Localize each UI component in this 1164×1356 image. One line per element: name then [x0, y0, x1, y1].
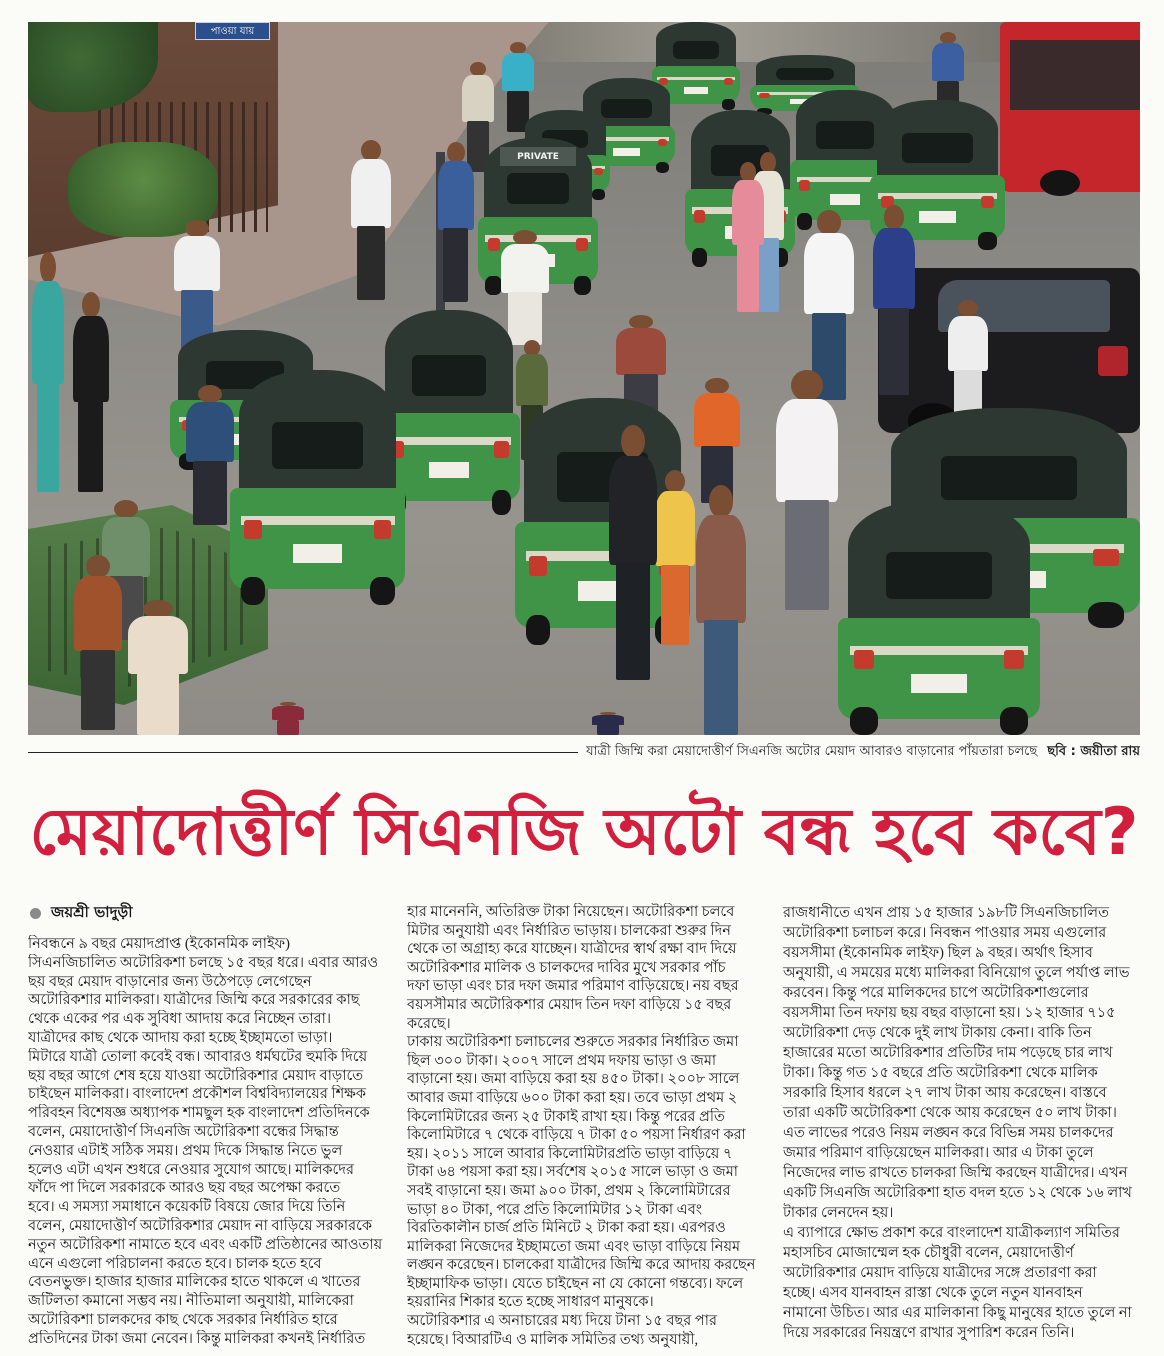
cng-stripe	[387, 437, 512, 445]
pedestrian-legs	[137, 673, 179, 735]
pedestrian-head	[82, 292, 100, 318]
cng-rear-window	[272, 422, 363, 469]
text-line: এ ব্যাপারে ক্ষোভ প্রকাশ করে বাংলাদেশ যাত্রীকল্যাণ সমিতির	[783, 1225, 1120, 1241]
text-line: মিটারে যাত্রী তোলা কবেই বন্ধ। আবারও ধর্মঘটের হুমকি দিয়ে	[28, 1048, 368, 1065]
pedestrian-head	[884, 205, 905, 230]
pedestrian	[868, 205, 920, 395]
column-3	[783, 903, 1140, 1343]
pedestrian-head	[143, 600, 173, 618]
pedestrian-torso	[932, 43, 964, 82]
news-photo	[28, 22, 1140, 735]
text-line: টাকা। কিন্তু গত ১৫ বছরে প্রতি অটোরিকশা থেকে মালিক	[783, 1065, 1098, 1081]
text-line: হয়রানির শিকার হতে হচ্ছে সাধারণ মানুষকে।	[407, 1294, 654, 1311]
pedestrian-torso	[174, 236, 220, 292]
cng-wheel	[241, 577, 266, 605]
text-line: অনুযায়ী, এ সময়ের মধ্যে মালিকরা বিনিয়োগ তুলে পর্যাপ্ত লাভ	[783, 965, 1130, 981]
cng-rear-window	[941, 456, 1077, 500]
text-line: থেকে একের পর এক সুবিধা আদায় করে নিচ্ছেন তারা।	[28, 1011, 332, 1028]
text-line: কিলোমিটারে ৭ থেকে বাড়িয়ে ৭ টাকা ৫০ পয়সা নির্ধারণ করা	[407, 1127, 746, 1144]
pedestrian-torso	[128, 616, 188, 674]
text-line: যাত্রীদের কাছ থেকে আদায় করা হচ্ছে ইচ্ছামতো ভাড়া।	[28, 1029, 333, 1046]
cng-tail-light	[494, 441, 508, 457]
text-line: অটোরিকশা দেড় থেকে দুই লাখ টাকায় কেনা। বাকি তিন	[783, 1025, 1092, 1041]
cng-tail-light	[1093, 549, 1119, 567]
bus-wheel	[1040, 170, 1080, 196]
text-line: নতুন অটোরিকশা নামাতে হবে এবং একটি প্রতিষ্ঠানের আওতায়	[28, 1236, 383, 1253]
pedestrian-head	[524, 340, 540, 356]
text-line: থেকে তা অগ্রাহ্য করে যাচ্ছেন। যাত্রীদের স্বার্থ রক্ষা বাদ দিয়ে	[407, 941, 737, 958]
pedestrian-torso	[74, 576, 122, 651]
cng-tail-light	[576, 238, 588, 251]
pedestrian-torso	[438, 161, 474, 230]
pedestrian-torso	[73, 316, 109, 402]
pedestrian	[433, 142, 478, 302]
pedestrian-head	[621, 425, 645, 458]
text-line: অটোরিকশার মেয়াদ বাড়িয়ে যাত্রীদের সঙ্গে প্রতারণা করা	[783, 1265, 1097, 1281]
column-1	[28, 935, 402, 1349]
pedestrian-torso	[804, 233, 854, 315]
text-line: ছয় বছর মেয়াদ বাড়ানোর জন্য উঠেপড়ে লেগেছেন	[28, 973, 312, 990]
cng-tail-light	[374, 520, 392, 539]
text-line: ছয় বছর আগে শেষ হয়ে যাওয়া অটোরিকশার মেয়াদ বাড়াতে	[28, 1067, 364, 1084]
shop-sign: পাওয়া যায়	[195, 22, 270, 40]
cng-tail-light	[799, 180, 810, 191]
text-line: একটি সিএনজি অটোরিকশা হাত বদল হতে ১২ থেকে ১৬ লাখ	[783, 1185, 1132, 1201]
cng-rear-window	[886, 552, 991, 599]
cng-tail-light	[724, 78, 733, 85]
pedestrian-head	[510, 42, 526, 54]
cng-tail-light	[854, 650, 874, 669]
pedestrian-legs	[277, 720, 299, 735]
paragraph	[407, 1033, 771, 1312]
cng-number-plate	[911, 674, 968, 693]
pedestrian-legs	[78, 400, 103, 492]
text-line: সবই বাড়ানো হয়। জমা ৯০০ টাকা, প্রথম ২ কিলোমিটারের	[407, 1182, 731, 1199]
text-line: নিবন্ধনে ৯ বছর মেয়াদপ্রাপ্ত (ইকোনমিক লাইফ)	[28, 936, 290, 952]
pedestrian-torso	[592, 715, 624, 725]
cng-wheel	[692, 248, 707, 267]
pedestrian-legs	[357, 226, 385, 300]
cng-wheel	[850, 707, 878, 735]
cng-autorickshaw	[230, 370, 405, 605]
text-line: ইচ্ছামাফিক ভাড়া। যেতে চাইছেন না যে কোনো গন্তব্যে। ফলে	[407, 1275, 744, 1292]
byline	[30, 902, 400, 924]
pedestrian-torso	[873, 228, 915, 310]
text-line: ছিল ৩০০ টাকা। ২০০৭ সালে প্রথম দফায় ভাড়া ও জমা	[407, 1052, 717, 1069]
pedestrian-head	[513, 230, 537, 245]
paragraph	[783, 903, 1140, 1223]
pedestrian-torso	[32, 281, 64, 384]
text-line: সরকারি হিসাব ধরলে ২৭ লাখ টাকা আয় করেছেন। বাস্তবে	[783, 1085, 1107, 1101]
pedestrian-torso	[616, 328, 666, 375]
cng-wheel	[722, 99, 734, 110]
text-line: ঢাকায় অটোরিকশা চলাচলের শুরুতে সরকার নির্ধারিত জমা	[407, 1034, 739, 1051]
paragraph	[783, 1223, 1140, 1343]
text-line: মিটার অনুযায়ী এবং নির্ধারিত ভাড়ায়। চালকেরা শুরুর দিন	[407, 922, 731, 939]
pedestrian-head	[665, 470, 685, 493]
text-line: টাকা ৬৪ পয়সা করা হয়। সর্বশেষ ২০১৫ সালে ভাড়া ও জমা	[407, 1164, 738, 1181]
pedestrian	[268, 702, 308, 735]
text-line: বয়সসীমা তিন দফায় ছয় বছর বাড়ানো হয়। ১২ হাজার ৭১৫	[783, 1005, 1116, 1021]
cng-tail-light	[529, 556, 547, 576]
cng-number-plate	[919, 211, 957, 223]
cng-number-plate	[684, 87, 709, 94]
caption-rule	[28, 752, 578, 753]
cng-wheel	[370, 577, 395, 605]
text-line: ভাড়া ৪০ টাকা, পরে প্রতি কিলোমিটার ১২ টাকা এবং	[407, 1201, 703, 1218]
red-bus	[1000, 22, 1140, 192]
pedestrian-torso	[351, 159, 391, 228]
pedestrian	[603, 425, 663, 680]
cng-wheel	[574, 276, 591, 295]
pedestrian-head	[940, 32, 956, 44]
pedestrian-legs	[193, 461, 227, 525]
paragraph	[407, 1312, 771, 1349]
pedestrian-torso	[696, 515, 746, 623]
text-line: অটোরিকশা চালকদের কাছ থেকে সরকার নির্ধারিত হারে	[28, 1311, 338, 1328]
paragraph	[407, 903, 771, 1033]
text-line: নেওয়ার এটাই সঠিক সময়। প্রথম দিকে সিদ্ধান্ত নিতে ভুল	[28, 1142, 343, 1159]
text-line: বলেন, মেয়াদোত্তীর্ণ অটোরিকশার মেয়াদ না বাড়িয়ে সরকারকে	[28, 1217, 373, 1234]
text-line: হলেও এটা এখন শুধরে নেওয়ার সুযোগ আছে। মালিকদের	[28, 1161, 354, 1178]
pedestrian	[28, 252, 68, 492]
text-line: এত লাভের পরেও নিয়ম লঙ্ঘন করে বিভিন্ন সময় চালকদের	[783, 1125, 1114, 1141]
text-line: হয়। ২০১১ সালে আবার কিলোমিটারপ্রতি ভাড়া বাড়িয়ে ৭	[407, 1145, 733, 1162]
cng-tail-light	[244, 520, 262, 539]
pedestrian-head	[791, 370, 822, 401]
text-line: অটোরিকশার মালিক ও চালকদের দাবির মুখে সরকার পাঁচ	[407, 959, 726, 976]
author-name: জয়শ্রী ভাদুড়ী	[51, 902, 133, 921]
text-line: লঙ্ঘন করেছেন। চালকেরা যাত্রীদের জিম্মি করে আদায় করছেন	[407, 1257, 756, 1274]
text-line: বিরতিকালীন চার্জ প্রতি মিনিটে ২ টাকা করা হয়। এরপরও	[407, 1220, 726, 1237]
text-line: করেছে।	[407, 1015, 451, 1032]
pedestrian	[346, 140, 396, 300]
pedestrian-legs	[785, 500, 829, 610]
text-line: অটোরিকশার এ অনাচারের মধ্য দিয়ে টানা ১৫ বছর পার	[407, 1313, 717, 1330]
text-line: সিএনজিচালিত অটোরিকশা চলছে ১৫ বছর ধরে। এবার আরও	[28, 954, 379, 971]
text-line: বয়সসীমার অটোরিকশার মেয়াদ তিন দফা বাড়িয়ে ১৫ বছর	[407, 996, 732, 1013]
text-line: মালিকরা নিজেদের ইচ্ছামতো জমা এবং ভাড়া বাড়িয়ে নিয়ম	[407, 1238, 741, 1255]
pedestrian	[120, 600, 195, 735]
paragraph	[28, 935, 402, 1349]
cng-number-plate	[429, 462, 469, 478]
pedestrian-legs	[879, 308, 908, 395]
pedestrian-head	[709, 485, 734, 518]
cng-wheel	[526, 615, 551, 645]
pedestrian	[690, 485, 752, 735]
photo-caption	[586, 742, 1140, 763]
pedestrian-legs	[443, 228, 468, 302]
pedestrian-head	[817, 210, 842, 235]
text-line: হয়েছে। বিআরটিএ ও মালিক সমিতির তথ্য অনুযায়ী,	[407, 1331, 699, 1348]
text-line: দফা ভাড়া এবং চার দফা জমার পরিমাণ বাড়িয়েছে। নয় বছর	[407, 978, 739, 995]
cng-wheel	[1088, 602, 1125, 628]
pedestrian-torso	[776, 399, 838, 502]
pedestrian	[68, 292, 113, 492]
cng-number-plate	[830, 194, 861, 205]
pedestrian-torso	[609, 456, 657, 566]
text-line: জমার পরিমাণ বাড়িয়েছেন মালিকরা। আর এ টাকা তুলে	[783, 1145, 1094, 1161]
text-line: এনে এগুলো পরিচালনা করতে হবে। চালক হতে হবে	[28, 1255, 322, 1272]
text-line: দিয়ে সরকারের নিয়ন্ত্রণে রাখার সুপারিশ করেন তিনি।	[783, 1325, 1075, 1341]
text-line: তারা একটি অটোরিকশা থেকে আয় করেছেন ৫০ লাখ টাকা।	[783, 1105, 1117, 1121]
text-line: অটোরিকশা চলাচল করে। নিবন্ধন পাওয়ার সময় এগুলোর	[783, 925, 1107, 941]
cng-stripe	[241, 516, 395, 525]
pedestrian	[588, 712, 628, 735]
pedestrian	[768, 370, 846, 610]
text-line: নিজেদের লাভ রাখতে চালকরা জিম্মি করছেন যাত্রীদের। এখন	[783, 1165, 1128, 1181]
pedestrian-head	[705, 378, 728, 394]
text-line: ফাঁদে পা দিলে সরকারকে আরও ছয় বছর অপেক্ষা করতে	[28, 1180, 341, 1197]
text-line: আবার জমা বাড়িয়ে ৬০০ টাকা করা হয়। তবে ভাড়া প্রথম ২	[407, 1089, 738, 1106]
text-line: হবে। এ সমস্যা সমাধানে কয়েকটি বিষয়ে জোর দিয়ে তিনি	[28, 1199, 346, 1216]
pedestrian-torso	[694, 393, 740, 447]
text-line: বয়সসীমা (ইকোনমিক লাইফ) ছিল ৯ বছর। অর্থাৎ হিসাব	[783, 945, 1093, 961]
pedestrian-torso	[272, 706, 304, 720]
pedestrian-head	[86, 555, 110, 578]
text-line: হার মানেননি, অতিরিক্ত টাকা নিয়েছেন। অটোরিকশা চলবে	[407, 904, 735, 920]
pedestrian-legs	[616, 563, 650, 680]
pedestrian-torso	[948, 316, 988, 372]
caption-text: যাত্রী জিম্মি করা মেয়াদোত্তীর্ণ সিএনজি অটোর মেয়াদ আবারও বাড়ানোর পাঁয়তারা চলছে	[586, 743, 1038, 759]
cng-wheel	[656, 162, 670, 173]
text-line: কিলোমিটারের জন্য ২৫ টাকাই রাখা হয়। কিন্তু পরের প্রতি	[407, 1108, 725, 1125]
cng-wheel	[492, 490, 512, 515]
text-line: অটোরিকশার মালিকরা। যাত্রীদের জিম্মি করে সরকারের কাছ	[28, 992, 360, 1009]
text-line: করবেন। কিন্তু পরে মালিকদের চাপে অটোরিকশাগুলোর	[783, 985, 1089, 1001]
pedestrian-legs	[704, 620, 739, 735]
headline: মেয়াদোত্তীর্ণ সিএনজি অটো বন্ধ হবে কবে?	[29, 795, 1139, 870]
cng-stripe	[878, 193, 997, 199]
cng-rear-window	[816, 121, 873, 149]
pedestrian-head	[114, 500, 138, 518]
pedestrian-legs	[81, 650, 115, 731]
pedestrian-torso	[462, 75, 494, 122]
text-line: পরিবহন বিশেষজ্ঞ অধ্যাপক শামছুল হক বাংলাদেশ প্রতিদিনকে	[28, 1105, 370, 1122]
cng-wheel	[1000, 707, 1028, 735]
pedestrian-head	[740, 162, 756, 182]
text-line: হচ্ছে। এসব যানবাহন রাস্তা থেকে তুলে নতুন যানবাহন	[783, 1285, 1083, 1301]
column-2	[407, 903, 771, 1349]
text-line: টাকার লেনদেন হয়।	[783, 1205, 894, 1221]
pedestrian-legs	[37, 382, 59, 492]
pedestrian-head	[629, 315, 654, 329]
cng-number-plate	[293, 544, 342, 563]
pedestrian-head	[361, 140, 381, 161]
cng-tail-light	[694, 210, 705, 223]
bus-window	[1010, 40, 1140, 110]
cng-tail-light	[1004, 650, 1024, 669]
cng-tail-light	[759, 93, 770, 98]
cng-rear-window	[776, 68, 833, 80]
car-tail-light	[1098, 346, 1128, 376]
cng-rear-window	[673, 41, 719, 59]
text-line: বলেন, মেয়াদোত্তীর্ণ সিএনজি অটোরিকশা বন্ধের সিদ্ধান্ত	[28, 1123, 339, 1140]
photo-caption-row	[28, 742, 1140, 762]
text-line: বাড়ানো হয়। জমা বাড়িয়ে করা হয় ৪৫০ টাকা। ২০০৮ সালে	[407, 1071, 740, 1088]
text-line: জটিলতা কমানো সম্ভব নয়। নীতিমালা অনুযায়ী, মালিকেরা	[28, 1293, 354, 1310]
cng-rear-window	[902, 133, 972, 163]
pedestrian-head	[40, 252, 56, 283]
cng-autorickshaw	[838, 500, 1040, 735]
photo-credit: ছবি : জয়ীতা রায়	[1047, 743, 1140, 759]
pedestrian	[68, 555, 128, 730]
pedestrian-head	[958, 300, 978, 317]
cng-rear-window	[507, 173, 569, 204]
text-line: মহাসচিব মোজাম্মেল হক চৌধুরী বলেন, মেয়াদোত্তীর্ণ	[783, 1245, 1074, 1261]
pedestrian-head	[470, 62, 486, 76]
text-line: প্রতিদিনের টাকা জমা নেবেন। কিন্তু মালিকরা কখনই নির্ধারিত	[28, 1330, 366, 1347]
text-line: বেতনভুক্ত। হাজার হাজার মালিকের হাতে থাকলে এ খাতের	[28, 1274, 361, 1291]
pedestrian-legs	[661, 565, 689, 646]
cng-rear-window	[412, 355, 486, 396]
cng-private-label: PRIVATE	[500, 147, 577, 166]
cng-tail-light	[981, 196, 995, 208]
pedestrian-head	[447, 142, 465, 163]
pedestrian-torso	[732, 180, 764, 245]
pedestrian-torso	[502, 53, 534, 92]
pedestrian-torso	[501, 244, 549, 293]
cng-wheel	[978, 232, 997, 250]
text-line: রাজধানীতে এখন প্রায় ১৫ হাজার ১৯৮টি সিএনজিচালিত	[783, 905, 1109, 921]
cng-tail-light	[658, 139, 668, 147]
cng-stripe	[850, 646, 1028, 655]
pedestrian-legs	[737, 243, 759, 312]
pedestrian-head	[185, 220, 208, 237]
text-line: হাজারের মতো অটোরিকশার প্রতিটির দাম পড়েছে চার লাখ	[783, 1045, 1113, 1061]
pedestrian	[728, 162, 768, 312]
text-line: নামানো উচিত। আর এর মালিকানা কিছু মানুষের হাতে তুলে না	[783, 1305, 1132, 1321]
pedestrian-legs	[597, 724, 619, 735]
byline-bullet-icon	[30, 908, 41, 919]
cng-number-plate	[613, 148, 640, 156]
pedestrian-head	[198, 385, 222, 403]
pedestrian-torso	[186, 402, 234, 462]
text-line: চাইছেন মালিকরা। বাংলাদেশ প্রকৌশল বিশ্ববিদ্যালয়ের শিক্ষক	[28, 1086, 367, 1103]
